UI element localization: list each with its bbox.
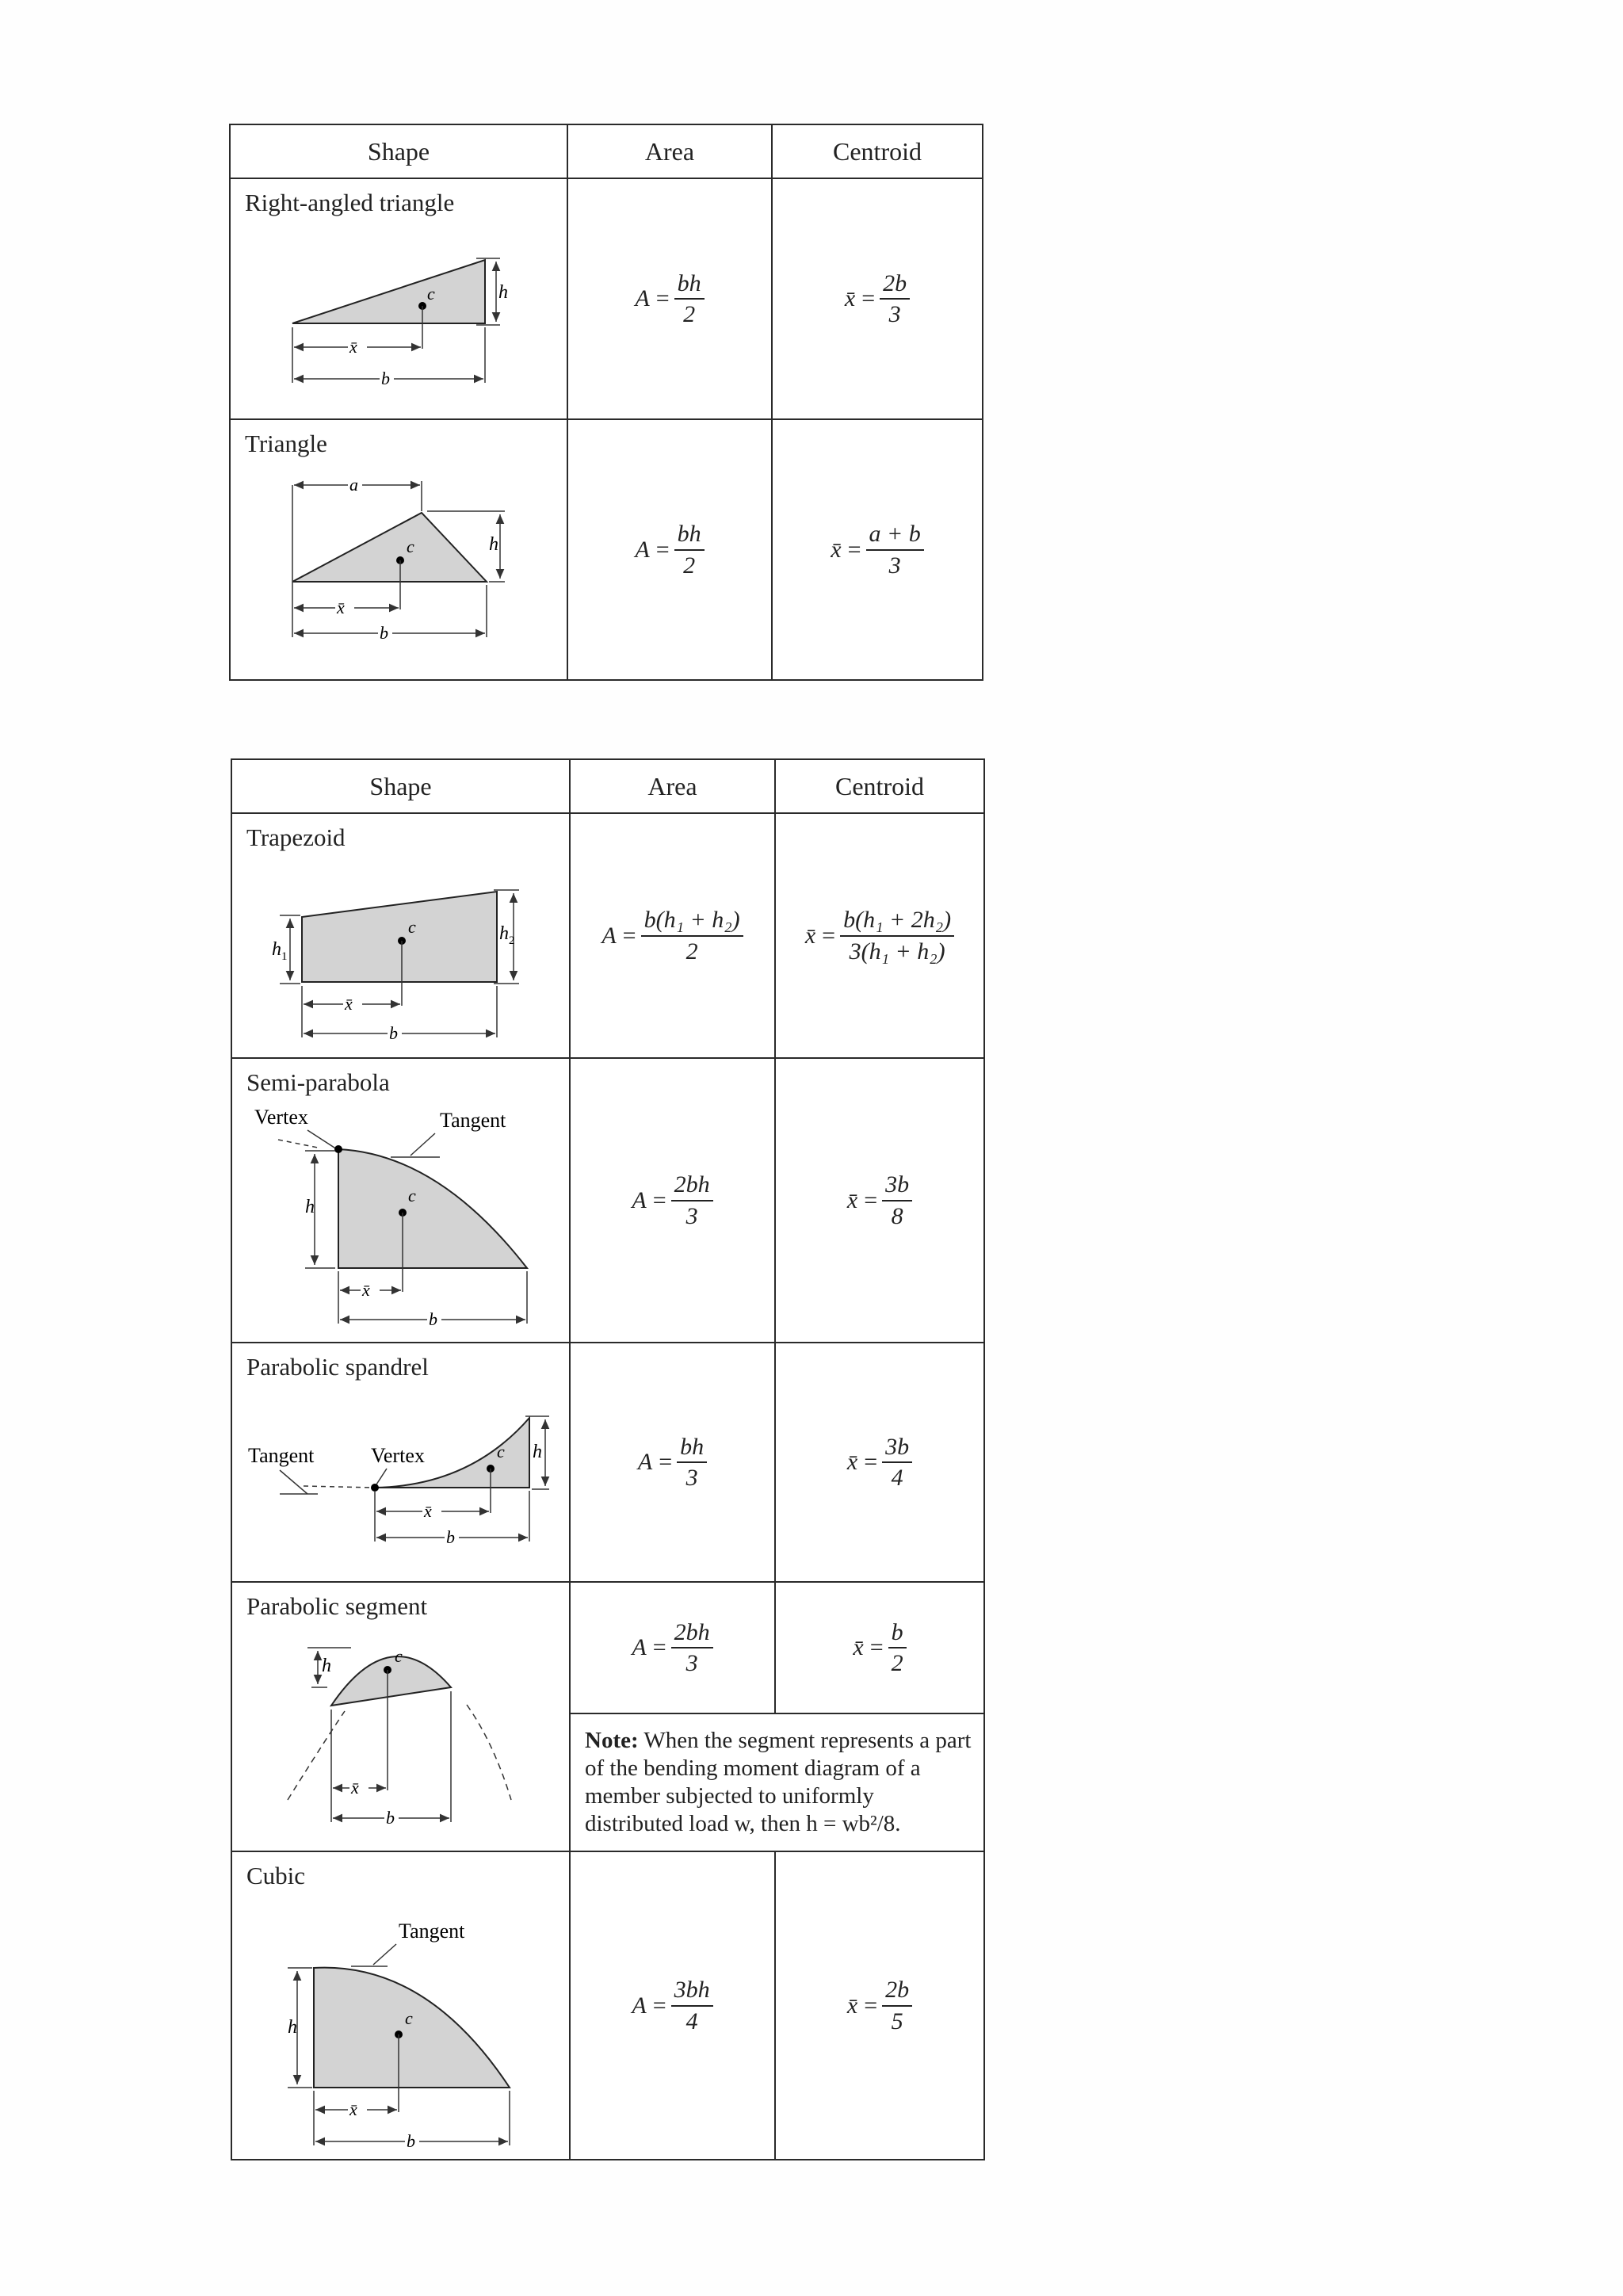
shape-name: Cubic — [246, 1862, 306, 1889]
centroid-cell — [775, 1851, 984, 2160]
header-centroid: Centroid — [775, 759, 984, 813]
b-label: b — [446, 1527, 455, 1547]
centroid-formula: x̄ = $\frac{b}{2}$ — [853, 1620, 906, 1676]
parabolic-segment-figure — [232, 1624, 565, 1850]
shape-name: Triangle — [245, 430, 327, 457]
trapezoid-figure — [232, 855, 565, 1057]
xbar-label: x̄ — [362, 1280, 370, 1300]
area-cell — [570, 1058, 775, 1343]
c-label: c — [497, 1442, 505, 1461]
tangent-label: Tangent — [440, 1109, 506, 1132]
vertex-label: Vertex — [371, 1444, 425, 1467]
area-cell — [570, 1851, 775, 2160]
shape-cell — [230, 178, 567, 419]
shape-cell — [231, 1058, 570, 1343]
centroid-cell — [775, 1058, 984, 1343]
c-label: c — [405, 2008, 413, 2028]
centroid-cell — [775, 1582, 984, 1713]
centroid-cell — [772, 419, 983, 680]
xbar-label: x̄ — [337, 598, 345, 617]
tangent-label: Tangent — [248, 1444, 315, 1467]
tangent-label: Tangent — [399, 1920, 465, 1943]
cubic-figure — [232, 1893, 565, 2159]
c-label: c — [395, 1646, 403, 1666]
xbar-label: x̄ — [424, 1501, 432, 1521]
centroid-formula: x̄ = $\frac{a + b}{3}$ — [831, 521, 924, 578]
shape-name: Trapezoid — [246, 823, 346, 851]
right-triangle-figure — [231, 220, 563, 418]
centroid-table-1 — [229, 124, 983, 681]
b-label: b — [380, 623, 388, 643]
h-label: h — [288, 2017, 297, 2038]
shape-name: Parabolic segment — [246, 1592, 428, 1620]
shape-cell — [231, 1343, 570, 1582]
triangle-figure — [231, 461, 563, 679]
area-cell — [567, 178, 772, 419]
b-label: b — [386, 1808, 395, 1828]
h-label: h — [498, 282, 508, 303]
semi-parabola-figure — [232, 1100, 565, 1342]
area-formula: A = $\frac{bh}{3}$ — [638, 1435, 707, 1491]
c-label: c — [407, 537, 414, 556]
xbar-label: x̄ — [345, 994, 353, 1014]
area-cell — [570, 1582, 775, 1713]
xbar-label: x̄ — [351, 1778, 359, 1797]
b-label: b — [381, 369, 390, 388]
h-label: h — [533, 1442, 542, 1462]
h1-label: $h_1$ — [272, 939, 288, 963]
b-label: b — [429, 1309, 437, 1329]
header-area: Area — [570, 759, 775, 813]
shape-name: Semi-parabola — [246, 1068, 390, 1096]
area-formula: A = $\frac{bh}{2}$ — [635, 271, 704, 327]
area-formula: A = $\frac{3bh}{4}$ — [632, 1977, 712, 2034]
b-label: b — [407, 2131, 415, 2151]
a-label: a — [349, 475, 358, 495]
centroid-cell — [772, 178, 983, 419]
header-centroid: Centroid — [772, 124, 983, 178]
area-cell — [567, 419, 772, 680]
shape-cell — [231, 1582, 570, 1851]
parabolic-spandrel-figure — [232, 1385, 565, 1581]
note-cell — [570, 1713, 984, 1851]
header-shape: Shape — [230, 124, 567, 178]
area-cell — [570, 1343, 775, 1582]
shape-cell — [231, 1851, 570, 2160]
area-formula: A = $\frac{2bh}{3}$ — [632, 1172, 712, 1228]
area-formula: A = $\frac{2bh}{3}$ — [632, 1620, 712, 1676]
segment-note: Note: When the segment represents a part of the bending moment diagram of a member subjected to uniformly distributed load w, then h = wb²/8. — [585, 1728, 972, 1836]
centroid-table-2 — [231, 758, 985, 2160]
area-formula: A = $\frac{bh}{2}$ — [635, 521, 704, 578]
header-area: Area — [567, 124, 772, 178]
area-formula: A = $\frac{\text{b(h₁ + h₂)}}{2}$ — [601, 907, 743, 964]
centroid-cell — [775, 813, 984, 1058]
vertex-dot — [371, 1484, 379, 1492]
h2-label: $h_2$ — [499, 923, 515, 947]
h-label: h — [322, 1656, 331, 1676]
vertex-label: Vertex — [254, 1106, 308, 1129]
h-label: h — [305, 1197, 315, 1217]
shape-name: Parabolic spandrel — [246, 1353, 429, 1381]
centroid-formula: x̄ = $\frac{3b}{8}$ — [847, 1172, 912, 1228]
header-shape: Shape — [231, 759, 570, 813]
h-label: h — [489, 534, 498, 555]
xbar-label: x̄ — [349, 2099, 357, 2119]
centroid-formula: x̄ = $\frac{2b}{5}$ — [847, 1977, 912, 2034]
b-label: b — [389, 1023, 398, 1043]
c-label: c — [408, 1186, 416, 1205]
shape-name: Right-angled triangle — [245, 189, 455, 216]
c-label: c — [427, 284, 435, 304]
area-cell — [570, 813, 775, 1058]
c-label: c — [408, 917, 416, 937]
shape-cell — [230, 419, 567, 680]
xbar-label: x̄ — [349, 337, 357, 357]
vertex-dot — [334, 1145, 342, 1153]
shape-cell — [231, 813, 570, 1058]
centroid-formula: x̄ = $\frac{2b}{3}$ — [845, 271, 910, 327]
centroid-formula: x̄ = $\frac{3b}{4}$ — [847, 1435, 912, 1491]
centroid-cell — [775, 1343, 984, 1582]
centroid-formula: x̄ = $\frac{\text{b(h₁ + 2h₂)}}{\text{3(h₁ + h₂)}}$ — [805, 907, 954, 964]
